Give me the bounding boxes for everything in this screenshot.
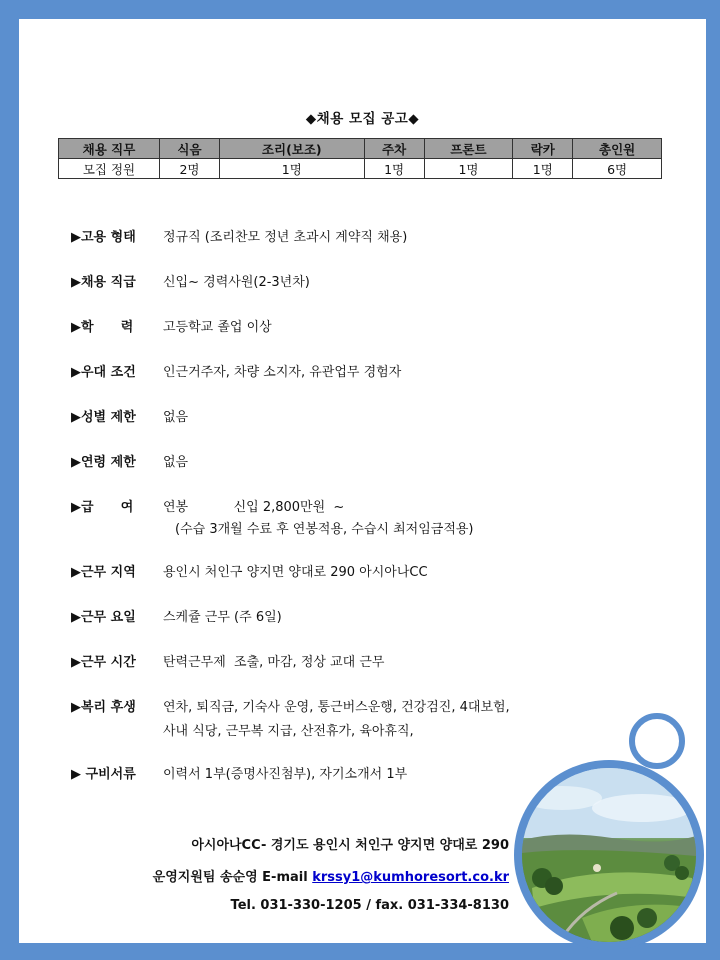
table-cell: 1명 [364, 159, 424, 179]
detail-label: ▶근무 시간 [71, 655, 136, 670]
table-cell: 1명 [424, 159, 513, 179]
footer-contact-prefix: 운영지원팀 송순영 E-mail [152, 870, 313, 885]
table-header-cell: 프론트 [424, 139, 513, 159]
detail-gender [71, 408, 188, 428]
golf-course-photo [522, 768, 696, 942]
detail-label: ▶연령 제한 [71, 455, 136, 470]
detail-label: ▶ 구비서류 [71, 767, 136, 782]
table-header-cell: 식음 [160, 139, 220, 159]
detail-value: 없음 [163, 410, 189, 425]
detail-work-location [71, 563, 428, 583]
detail-label: ▶우대 조건 [71, 365, 136, 380]
detail-value: 없음 [163, 455, 189, 470]
email-link[interactable]: krssy1@kumhoresort.co.kr [312, 870, 509, 885]
table-header-cell: 주차 [364, 139, 424, 159]
table-cell: 6명 [573, 159, 662, 179]
detail-age [71, 453, 188, 473]
detail-value: 정규직 (조리찬모 정년 초과시 계약직 채용) [163, 230, 408, 245]
footer-address: 아시아나CC- 경기도 용인시 처인구 양지면 양대로 290 [191, 838, 509, 853]
table-header-cell: 락카 [513, 139, 573, 159]
table-header-cell: 조리(보조) [219, 139, 364, 159]
detail-position-level [71, 273, 310, 293]
detail-work-hours [71, 653, 384, 673]
table-cell: 모집 정원 [59, 159, 160, 179]
detail-label: ▶성별 제한 [71, 410, 136, 425]
notice-title: ◆채용 모집 공고◆ [305, 111, 420, 127]
detail-value: 용인시 처인구 양지면 양대로 290 아시아나CC [163, 565, 428, 580]
detail-label: ▶고용 형태 [71, 230, 136, 245]
detail-work-days [71, 608, 282, 628]
table-row [59, 159, 662, 179]
golf-course-illustration [522, 768, 696, 942]
detail-value: 탄력근무제 조출, 마감, 정상 교대 근무 [163, 655, 385, 670]
detail-value: 연봉 신입 2,800만원 ~ [163, 500, 345, 515]
detail-value: 이력서 1부(증명사진첨부), 자기소개서 1부 [163, 767, 408, 782]
detail-label: ▶채용 직급 [71, 275, 136, 290]
detail-label: ▶복리 후생 [71, 700, 136, 715]
detail-benefits [71, 698, 510, 718]
detail-benefits-continued: 사내 식당, 근무복 지급, 산전휴가, 육아휴직, [163, 724, 414, 739]
footer-contact [153, 866, 509, 885]
table-header-row [59, 139, 662, 159]
table-cell: 1명 [513, 159, 573, 179]
detail-value: 스케쥴 근무 (주 6일) [163, 610, 282, 625]
detail-preferred [71, 363, 401, 383]
footer-phone: Tel. 031-330-1205 / fax. 031-334-8130 [230, 898, 509, 913]
detail-value: 인근거주자, 차량 소지자, 유관업무 경험자 [163, 365, 402, 380]
table-header-cell: 채용 직무 [59, 139, 160, 159]
detail-education [71, 318, 272, 338]
table-cell: 1명 [219, 159, 364, 179]
detail-salary [71, 498, 344, 518]
detail-salary-note: (수습 3개월 수료 후 연봉적용, 수습시 최저임금적용) [175, 522, 474, 537]
detail-label: ▶급 여 [71, 500, 134, 515]
table-cell: 2명 [160, 159, 220, 179]
detail-value: 연차, 퇴직금, 기숙사 운영, 통근버스운행, 건강검진, 4대보험, [163, 700, 510, 715]
detail-label: ▶근무 지역 [71, 565, 136, 580]
detail-label: ▶학 력 [71, 320, 134, 335]
detail-label: ▶근무 요일 [71, 610, 136, 625]
table-header-cell: 총인원 [573, 139, 662, 159]
detail-value: 신입~ 경력사원(2-3년차) [163, 275, 310, 290]
decorative-ring [629, 713, 685, 769]
detail-documents [71, 765, 407, 785]
detail-value: 고등학교 졸업 이상 [163, 320, 272, 335]
recruitment-table [58, 138, 662, 179]
detail-employment-type [71, 228, 407, 248]
golf-course-photo-frame [514, 760, 704, 950]
